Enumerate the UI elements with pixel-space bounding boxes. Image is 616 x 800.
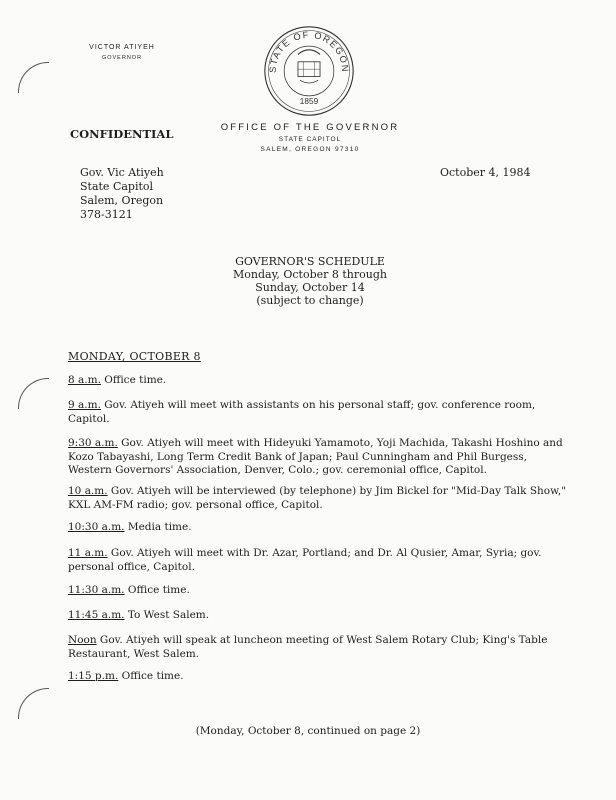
sender-phone: 378-3121: [80, 208, 133, 221]
schedule-entry: [68, 609, 568, 623]
schedule-range-end: Sunday, October 14: [255, 281, 365, 294]
hole-punch-mark-middle: [18, 378, 49, 409]
entry-text: Gov. Atiyeh will speak at luncheon meeting of West Salem Rotary Club; King's Table Restaurant, West Salem.: [68, 634, 548, 660]
office-letterhead: [198, 122, 422, 153]
schedule-entry: [68, 399, 568, 426]
sender-name: Gov. Vic Atiyeh: [80, 166, 164, 179]
entry-time: 10:30 a.m.: [68, 521, 125, 533]
entry-time: 9 a.m.: [68, 399, 101, 411]
hole-punch-mark-top: [18, 62, 49, 93]
schedule-title: GOVERNOR'S SCHEDULE: [235, 255, 385, 268]
schedule-note: (subject to change): [256, 294, 364, 307]
schedule-entry: [68, 670, 568, 684]
entry-time: 8 a.m.: [68, 374, 101, 386]
day-heading: MONDAY, OCTOBER 8: [68, 350, 201, 363]
schedule-entry: [68, 485, 568, 512]
entry-text: Media time.: [124, 521, 192, 533]
entry-time: 11:45 a.m.: [68, 609, 125, 621]
office-name: OFFICE OF THE GOVERNOR: [220, 122, 400, 133]
schedule-range-start: Monday, October 8 through: [233, 268, 387, 281]
schedule-entry: [68, 547, 568, 574]
entry-text: Gov. Atiyeh will meet with Hideyuki Yamamoto, Yoji Machida, Takashi Hoshino and Kozo Tabayashi, Long Term Credit Bank of Japan; Paul Cunningham and Phil Burgess, Western Governors' Association, Denver, Colo.; gov. ceremonial office, Capitol.: [68, 437, 563, 476]
oregon-state-seal: [263, 25, 355, 117]
schedule-entry: [68, 521, 568, 535]
governor-name: VICTOR ATIYEH: [89, 44, 155, 51]
governor-title: GOVERNOR: [101, 55, 143, 61]
sender-address-2: Salem, Oregon: [80, 194, 164, 207]
confidential-label: CONFIDENTIAL: [70, 127, 174, 141]
schedule-entry: [68, 634, 568, 661]
seal-eagle-icon: [298, 50, 320, 55]
entry-time: 11:30 a.m.: [68, 584, 125, 596]
entry-text: Office time.: [100, 374, 167, 386]
entry-time: Noon: [68, 634, 97, 646]
schedule-entry: [68, 374, 568, 388]
entry-text: Office time.: [118, 670, 184, 682]
seal-year: 1859: [299, 97, 319, 107]
letter-date: October 4, 1984: [440, 166, 531, 179]
entry-text: Office time.: [124, 584, 190, 596]
office-capitol: STATE CAPITOL: [278, 136, 342, 143]
entry-time: 9:30 a.m.: [68, 437, 118, 449]
office-city: SALEM, OREGON 97310: [260, 146, 360, 153]
entry-text: Gov. Atiyeh will meet with Dr. Azar, Portland; and Dr. Al Qusier, Amar, Syria; gov. personal office, Capitol.: [68, 547, 542, 573]
entry-text: To West Salem.: [124, 609, 210, 621]
seal-text: STATE OF OREGON: [267, 29, 351, 74]
entry-time: 10 a.m.: [68, 485, 108, 497]
sender-block: [80, 166, 164, 222]
schedule-header: [200, 255, 420, 307]
sender-address-1: State Capitol: [80, 180, 154, 193]
entry-text: Gov. Atiyeh will meet with assistants on his personal staff; gov. conference room, Capitol.: [68, 399, 536, 425]
hole-punch-mark-bottom: [18, 688, 49, 719]
entry-time: 1:15 p.m.: [68, 670, 119, 682]
schedule-entry: [68, 437, 568, 478]
entry-text: Gov. Atiyeh will be interviewed (by telephone) by Jim Bickel for "Mid-Day Talk Show," KXL AM-FM radio; gov. personal office, Capitol.: [68, 485, 567, 511]
schedule-entry: [68, 584, 568, 598]
entry-time: 11 a.m.: [68, 547, 108, 559]
continuation-note: (Monday, October 8, continued on page 2): [195, 725, 421, 737]
svg-text:STATE OF OREGON: [268, 30, 351, 73]
